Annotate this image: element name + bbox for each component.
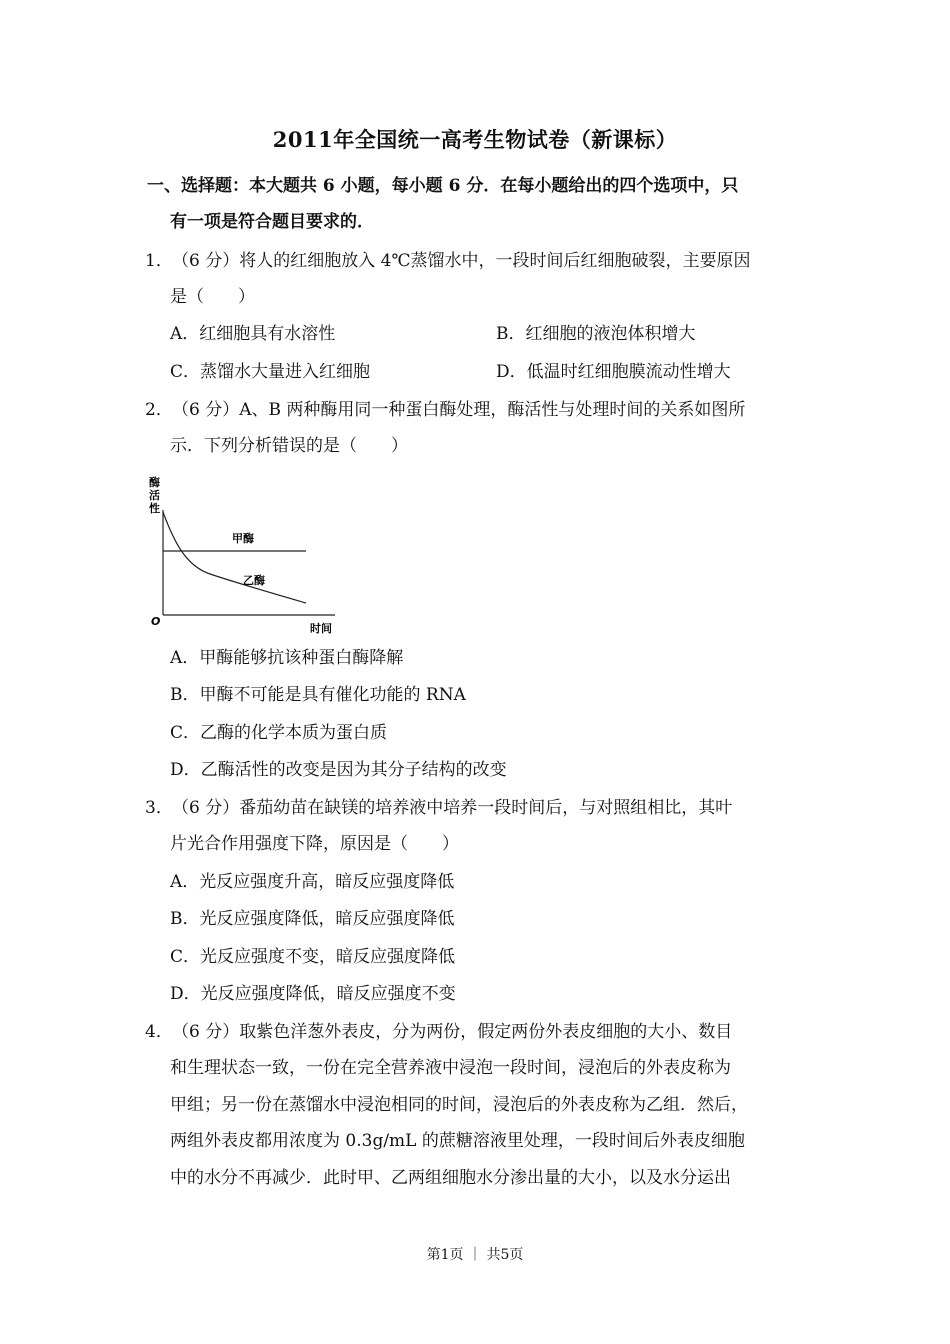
q2-text-line1: （6 分）A、B 两种酶用同一种蛋白酶处理，酶活性与处理时间的关系如图所	[172, 400, 746, 420]
q4-text-line2: 和生理状态一致，一份在完全营养液中浸泡一段时间，浸泡后的外表皮称为	[170, 1058, 731, 1078]
q2-number: 2．	[145, 400, 173, 420]
q3-option-a: A．光反应强度升高，暗反应强度降低	[170, 872, 455, 892]
y-axis-label-char2: 活	[149, 489, 160, 502]
q3-option-b: B．光反应强度降低，暗反应强度降低	[170, 909, 455, 929]
enzyme-a-label: 甲酶	[232, 532, 254, 545]
y-axis-label-char1: 酶	[149, 476, 160, 489]
q4-text-line1: （6 分）取紫色洋葱外表皮，分为两份，假定两份外表皮细胞的大小、数目	[172, 1022, 733, 1042]
enzyme-b-curve	[163, 512, 306, 603]
section-heading-line2: 有一项是符合题目要求的．	[170, 212, 374, 232]
q1-text-line1: （6 分）将人的红细胞放入 4℃蒸馏水中，一段时间后红细胞破裂，主要原因	[172, 251, 751, 271]
origin-label: O	[151, 615, 161, 628]
q1-option-a: A．红细胞具有水溶性	[170, 324, 336, 344]
q2-option-d: D．乙酶活性的改变是因为其分子结构的改变	[170, 760, 507, 780]
q3-text-line2: 片光合作用强度下降，原因是（ ）	[170, 834, 459, 854]
enzyme-activity-figure	[140, 470, 350, 642]
q1-number: 1．	[145, 251, 173, 271]
q2-option-a: A．甲酶能够抗该种蛋白酶降解	[170, 648, 404, 668]
q3-option-c: C．光反应强度不变，暗反应强度降低	[170, 947, 456, 967]
page-title: 2011年全国统一高考生物试卷（新课标）	[272, 127, 678, 152]
q3-option-d: D．光反应强度降低，暗反应强度不变	[170, 984, 456, 1004]
q2-option-b: B．甲酶不可能是具有催化功能的 RNA	[170, 685, 466, 705]
q4-text-line3: 甲组；另一份在蒸馏水中浸泡相同的时间，浸泡后的外表皮称为乙组．然后，	[170, 1095, 748, 1115]
q4-number: 4．	[145, 1022, 173, 1042]
q3-text-line1: （6 分）番茄幼苗在缺镁的培养液中培养一段时间后，与对照组相比，其叶	[172, 798, 733, 818]
enzyme-b-label: 乙酶	[243, 574, 265, 587]
q2-option-c: C．乙酶的化学本质为蛋白质	[170, 723, 388, 743]
q1-option-d: D．低温时红细胞膜流动性增大	[496, 362, 731, 382]
y-axis-label-char3: 性	[149, 502, 160, 515]
x-axis-label: 时间	[310, 622, 332, 635]
q1-text-line2: 是（ ）	[170, 287, 255, 307]
q4-text-line4: 两组外表皮都用浓度为 0.3g/mL 的蔗糖溶液里处理，一段时间后外表皮细胞	[170, 1131, 745, 1151]
q3-number: 3．	[145, 798, 173, 818]
section-heading-line1: 一、选择题：本大题共 6 小题，每小题 6 分．在每小题给出的四个选项中，只	[147, 176, 739, 196]
page-footer: 第1页 ｜ 共5页	[426, 1247, 524, 1263]
q2-text-line2: 示．下列分析错误的是（ ）	[170, 436, 408, 456]
q1-option-b: B．红细胞的液泡体积增大	[496, 324, 696, 344]
q1-option-c: C．蒸馏水大量进入红细胞	[170, 362, 371, 382]
q4-text-line5: 中的水分不再减少．此时甲、乙两组细胞水分渗出量的大小，以及水分运出	[170, 1168, 731, 1188]
